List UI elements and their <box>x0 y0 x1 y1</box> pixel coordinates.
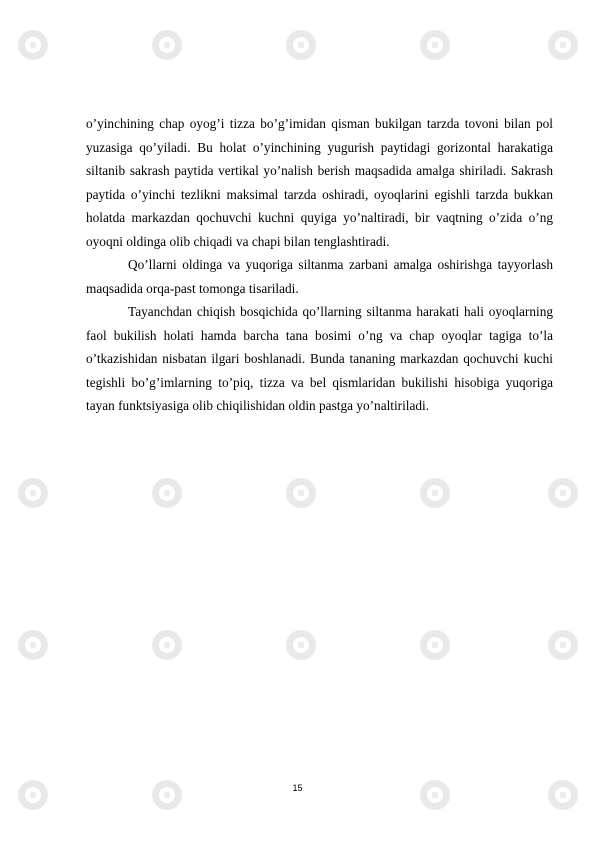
paragraph: Qo’llarni oldinga va yuqoriga siltanma zarbani amalga oshirishga tayyorlash maqsadida orqa-past tomonga tisariladi. <box>86 257 553 296</box>
watermark-mark <box>420 478 450 508</box>
watermark-mark <box>548 478 578 508</box>
watermark-mark <box>286 478 316 508</box>
watermark-mark <box>18 630 48 660</box>
page-number: 15 <box>292 783 303 793</box>
watermark-mark <box>548 30 578 60</box>
paragraph: o’yinchining chap oyog’i tizza bo’g’imidan qisman bukilgan tarzda tovoni bilan pol yuzasiga qo’yiladi. Bu holat o’yinchining yugurish paytidagi gorizontal harakatiga siltanib sakrash paytida vertikal yo’nalish berish maqsadida amalga shiriladi. Sakrash paytida o’yinchi tezlikni maksimal tarzda oshiradi, oyoqlarini egishli tarzda bukkan holatda markazdan qochuvchi kuchni quyiga yo’naltiradi, bir vaqtning o’zida o’ng oyoqni oldinga olib chiqadi va chapi bilan tenglashtiradi. <box>86 116 553 249</box>
paragraph: Tayanchdan chiqish bosqichida qo’llarning siltanma harakati hali oyoqlarning faol bukilish holati hamda barcha tana bosimi o’ng va chap oyoqlar tagiga to’la o’tkazishidan nisbatan ilgari boshlanadi. Bunda tananing markazdan qochuvchi kuchi tegishli bo’g’imlarning to’piq, tizza va bel qismlaridan bukilishi hisobiga yuqoriga tayan funktsiyasiga olib chiqilishidan oldin pastga yo’naltiriladi. <box>86 304 553 413</box>
document-body <box>86 112 553 418</box>
watermark-mark <box>152 478 182 508</box>
watermark-mark <box>18 30 48 60</box>
watermark-mark <box>18 478 48 508</box>
watermark-mark <box>420 630 450 660</box>
watermark-mark <box>420 30 450 60</box>
watermark-mark <box>152 630 182 660</box>
watermark-mark <box>152 30 182 60</box>
watermark-mark <box>286 630 316 660</box>
watermark-mark <box>286 30 316 60</box>
watermark-mark <box>548 630 578 660</box>
